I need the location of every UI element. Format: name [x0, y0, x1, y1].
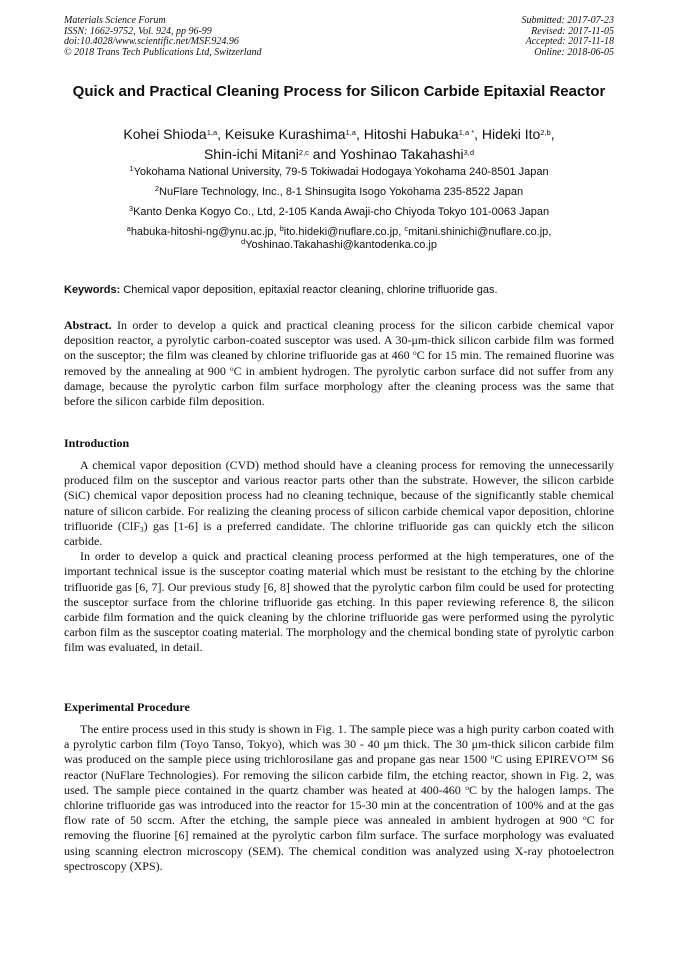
keywords-label: Keywords: [64, 284, 121, 296]
author-name: Keisuke Kurashima [224, 126, 346, 142]
paragraph: In order to develop a quick and practical cleaning process performed at the high temperatures, one of the important technical issue is the susceptor coating material which must be resistant to the etching by the chlorine trifluoride gas [6, 7]. Our previous study [6, 8] showed that the pyrolytic carbon film could be used for protecting the susceptor surface from the chlorine trifluoride gas etching. In this paper reviewing reference 8, the silicon carbide film formation and the quick cleaning by the chlorine trifluoride gas were performed using the pyrolytic carbon film as the susceptor coating material. The morphology and the chemical bonding state of pyrolytic carbon film was evaluated, in detail. [64, 549, 614, 655]
degree-sign: o [229, 363, 234, 373]
email-list [64, 226, 614, 252]
section-heading-experimental: Experimental Procedure [64, 700, 190, 714]
email-marker: d [241, 237, 246, 246]
experimental-body [64, 722, 614, 874]
affiliation-text: NuFlare Technology, Inc., 8-1 Shinsugita Isogo Yokohama 235-8522 Japan [159, 186, 524, 198]
author-name: Kohei Shioda [123, 126, 207, 142]
paragraph-text: C for removing the fluorine [6] remained at the pyrolytic carbon film surface. The surface morphology was evaluated using scanning electron microscopy (SEM). The chemical condition was analyzed using X-ray photoelectron spectroscopy (XPS). [64, 813, 614, 873]
email-marker: a [126, 224, 131, 233]
section-heading-introduction: Introduction [64, 436, 130, 450]
journal-doi[interactable]: doi:10.4028/www.scientific.net/MSF.924.96 [64, 36, 239, 48]
paper-title: Quick and Practical Cleaning Process for Silicon Carbide Epitaxial Reactor [72, 83, 606, 100]
accepted-date: Accepted: 2017-11-18 [525, 36, 614, 48]
journal-name: Materials Science Forum [64, 15, 166, 26]
affiliations [64, 166, 614, 252]
degree-sign: o [582, 813, 587, 823]
email-marker: c [404, 224, 409, 233]
abstract-text: C in ambient hydrogen. The pyrolytic carbon surface did not suffer from any damage, because the pyrolytic carbon film surface morphology after the cleaning process was the same that before the silicon carbide film deposition. [64, 363, 614, 409]
author-affiliation-marker: 2,c [298, 148, 309, 157]
affiliation-marker: 1 [129, 164, 134, 173]
affiliation-3 [64, 206, 614, 219]
email-link[interactable]: ito.hideki@nuflare.co.jp, [283, 226, 405, 238]
email-link[interactable]: Yoshinao.Takahashi@kantodenka.co.jp [245, 239, 437, 251]
affiliation-1 [64, 166, 614, 179]
degree-sign: o [465, 782, 469, 792]
author-list [64, 124, 614, 164]
affiliation-text: Yokohama National University, 79-5 Tokiwadai Hodogaya Yokohama 240-8501 Japan [133, 166, 549, 178]
keywords-text: Chemical vapor deposition, epitaxial reactor cleaning, chlorine trifluoride gas. [120, 284, 498, 296]
author-name: Shin-ichi Mitani [203, 146, 299, 162]
paragraph-text: A chemical vapor deposition (CVD) method should have a cleaning process for removing the unnecessarily produced film on the susceptor and various reactor parts other than the substrate. However, the silicon carbide (SiC) chemical vapor deposition process had no cleaning technique, because of the significantly stable chemical nature of silicon carbide. For realizing the cleaning process of silicon carbide chemical vapor deposition, chlorine trifluoride (ClF [64, 458, 614, 533]
paragraph-text: C using EPIREVO™ S6 reactor (NuFlare Technologies). For removing the silicon carbide film, the etching reactor, shown in Fig. 2, was used. The sample piece contained in the quartz chamber was heated at 400-460 [64, 752, 615, 797]
author-name: Hideki Ito [481, 126, 541, 142]
degree-sign: o [490, 752, 495, 762]
author-affiliation-marker: 2,b [540, 128, 551, 137]
author-separator: , [217, 126, 225, 142]
submission-dates [522, 16, 615, 58]
abstract-label: Abstract. [64, 318, 112, 332]
author-affiliation-marker: 3,d [463, 148, 475, 157]
author-name: Hitoshi Habuka [363, 126, 459, 142]
online-date: Online: 2018-06-05 [534, 46, 614, 58]
author-separator: , [355, 126, 364, 142]
affiliation-2 [64, 186, 614, 199]
affiliation-marker: 3 [128, 204, 134, 213]
journal-copyright: © 2018 Trans Tech Publications Ltd, Switzerland [64, 46, 262, 58]
author-separator: , [550, 126, 555, 142]
abstract-text: C for 15 min. The remained fluorine was removed by the annealing at 900 [64, 348, 614, 378]
paragraph [64, 458, 614, 549]
email-link[interactable]: mitani.shinichi@nuflare.co.jp, [408, 226, 552, 238]
degree-sign: o [412, 348, 417, 358]
paragraph [64, 722, 614, 874]
author-conjunction: and [308, 146, 340, 162]
revised-date: Revised: 2017-11-05 [531, 25, 614, 37]
affiliation-marker: 2 [154, 184, 160, 193]
journal-info [64, 16, 262, 58]
introduction-body [64, 458, 614, 656]
submitted-date: Submitted: 2017-07-23 [521, 15, 614, 26]
paragraph-text: The entire process used in this study is shown in Fig. 1. The sample piece was a high purity carbon coated with a pyrolytic carbon film (Toyo Tanso, Tokyo), which was 30 - 40 μm thick. The 30 μm-thick silicon carbide film was produced on the sample piece using trichlorosilane gas and propane gas near 1500 [64, 722, 614, 767]
abstract-text: In order to develop a quick and practical cleaning process for the silicon carbide chemical vapor deposition reactor, a pyrolytic carbon-coated susceptor was used. A 30-μm-thick silicon carbide film was formed on the susceptor; the film was cleaned by chlorine trifluoride gas at 460 [64, 318, 614, 363]
keywords [64, 283, 614, 297]
abstract [64, 318, 614, 409]
email-marker: b [279, 224, 284, 233]
affiliation-text: Kanto Denka Kogyo Co., Ltd, 2-105 Kanda Awaji-cho Chiyoda Tokyo 101-0063 Japan [133, 206, 550, 218]
author-affiliation-marker: 1,a * [458, 128, 475, 137]
journal-issn: ISSN: 1662-9752, Vol. 924, pp 96-99 [64, 25, 212, 37]
author-affiliation-marker: 1,a [206, 128, 218, 137]
subscript: 3 [139, 524, 144, 534]
author-name: Yoshinao Takahashi [339, 146, 464, 162]
author-separator: , [474, 126, 482, 142]
paragraph-text: ) gas [1-6] is a preferred candidate. The chlorine trifluoride gas can quickly etch the silicon carbide. [64, 518, 614, 549]
paragraph-text: C by the halogen lamps. The chlorine trifluoride gas was introduced into the reactor for 15-30 min at the concentration of 100% and at the gas flow rate of 50 sccm. After the etching, the sample piece was annealed in ambient hydrogen at 900 [64, 782, 614, 828]
author-affiliation-marker: 1,a [345, 128, 356, 137]
email-link[interactable]: habuka-hitoshi-ng@ynu.ac.jp, [130, 226, 280, 238]
